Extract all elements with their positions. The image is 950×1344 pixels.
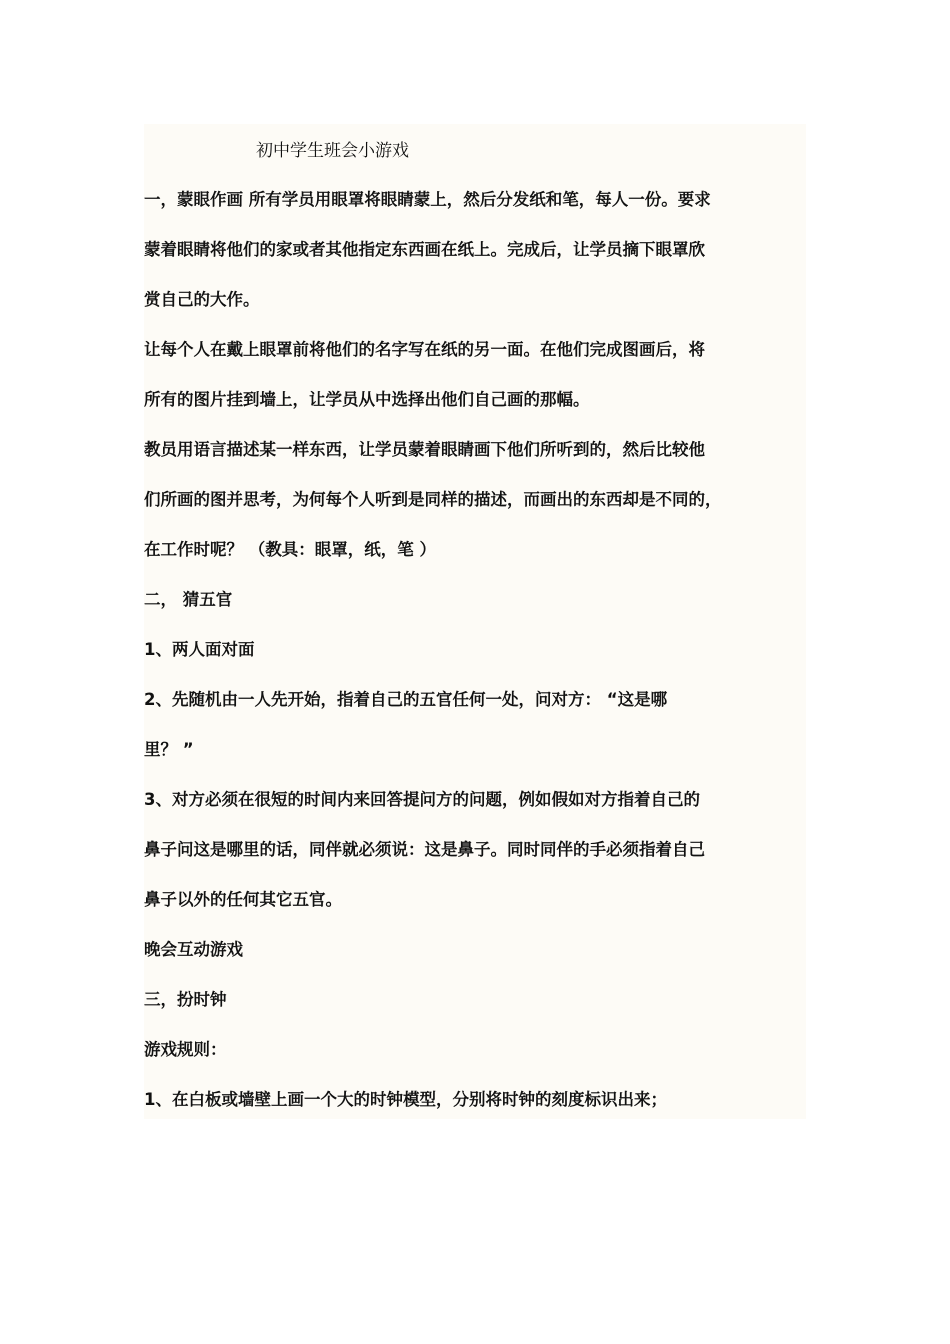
text-line: 蒙着眼睛将他们的家或者其他指定东西画在纸上。完成后，让学员摘下眼罩欣 [144, 240, 705, 259]
text-line: 鼻子以外的任何其它五官。 [144, 890, 342, 909]
text-line: 一，蒙眼作画 所有学员用眼罩将眼睛蒙上，然后分发纸和笔，每人一份。要求 [144, 190, 711, 209]
text-line: 3、对方必须在很短的时间内来回答提问方的问题，例如假如对方指着自己的 [144, 790, 700, 809]
text-line: 们所画的图并思考，为何每个人听到是同样的描述，而画出的东西却是不同的， [144, 490, 722, 509]
text-line: 所有的图片挂到墙上，让学员从中选择出他们自己画的那幅。 [144, 390, 590, 409]
list-item-step-2 [144, 675, 814, 775]
text-line: 1、在白板或墙壁上画一个大的时钟模型，分别将时钟的刻度标识出来； [144, 1090, 667, 1109]
text-line: 二， 猜五官 [144, 590, 233, 609]
section-heading-guess-features [144, 575, 814, 625]
text-line: 鼻子问这是哪里的话，同伴就必须说：这是鼻子。同时同伴的手必须指着自己 [144, 840, 705, 859]
text-line: 1、两人面对面 [144, 640, 255, 659]
paragraph-verbal-description [144, 425, 814, 575]
paragraph-name-on-back [144, 325, 814, 425]
text-line: 2、先随机由一人先开始，指着自己的五官任何一处，问对方： “这是哪 [144, 690, 668, 709]
document-title: 初中学生班会小游戏 [256, 141, 409, 161]
text-line: 在工作时呢？ （教具：眼罩，纸，笔 ） [144, 540, 436, 559]
text-line: 让每个人在戴上眼罩前将他们的名字写在纸的另一面。在他们完成图画后，将 [144, 340, 705, 359]
list-item-rule-1 [144, 1075, 814, 1125]
text-line: 游戏规则： [144, 1040, 227, 1059]
paragraph-blindfold-drawing [144, 175, 814, 325]
rules-heading [144, 1025, 814, 1075]
text-line: 教员用语言描述某一样东西，让学员蒙着眼睛画下他们所听到的，然后比较他 [144, 440, 705, 459]
section-heading-party-games [144, 925, 814, 975]
text-line: 里？ ” [144, 740, 194, 759]
text-line: 晚会互动游戏 [144, 940, 243, 959]
list-item-step-3 [144, 775, 814, 925]
text-line: 赏自己的大作。 [144, 290, 260, 309]
text-line: 三，扮时钟 [144, 990, 227, 1009]
list-item-step-1 [144, 625, 814, 675]
section-heading-clock-game [144, 975, 814, 1025]
